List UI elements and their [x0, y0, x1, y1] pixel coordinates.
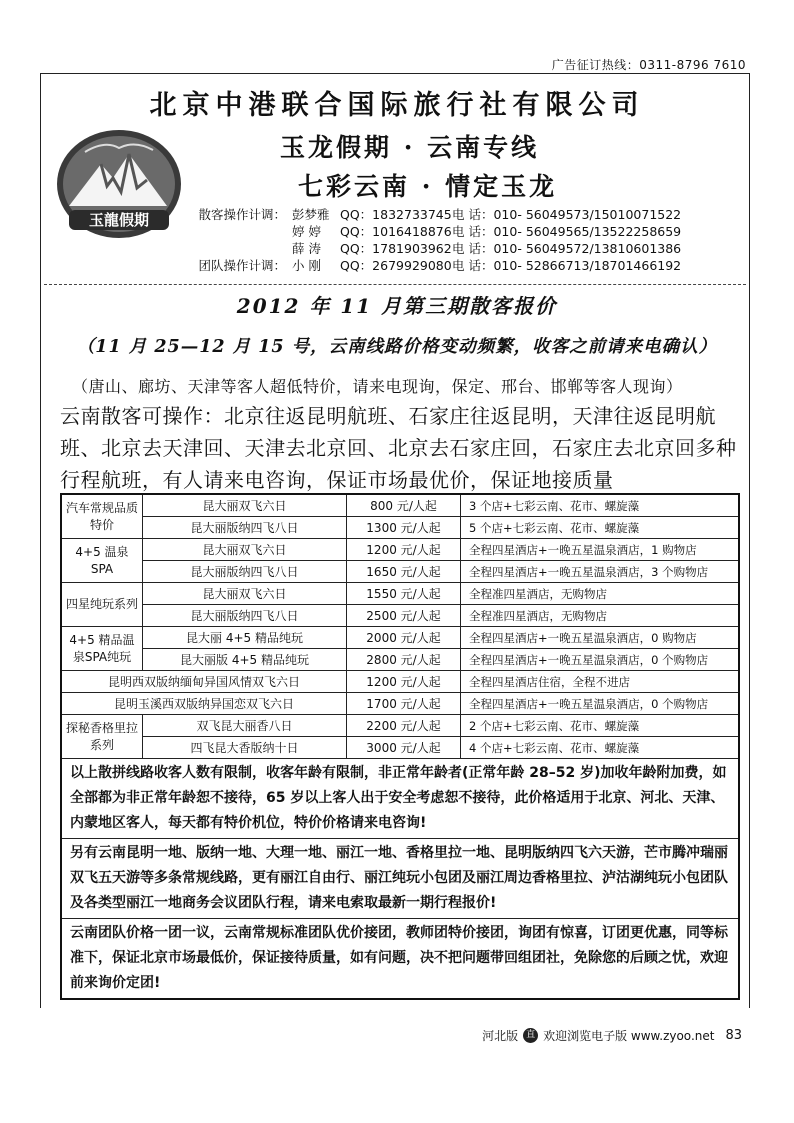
price-cell: 1200 元/人起 — [347, 671, 461, 693]
price-cell: 1200 元/人起 — [347, 539, 461, 561]
contact-name: 彭梦雅 — [292, 207, 330, 222]
table-row — [61, 671, 739, 693]
contact-tel: 电 话：010- 52866713/18701466192 — [452, 258, 682, 273]
price-cell: 800 元/人起 — [347, 494, 461, 517]
contact-qq: QQ：1016418876 — [340, 224, 452, 239]
contact-role: 团队操作计调： — [198, 258, 286, 273]
slogan-line-1: 玉龙假期 · 云南专线 — [280, 133, 540, 162]
contact-qq: QQ：2679929080 — [340, 258, 452, 273]
note-cell: 3 个店+七彩云南、花市、螺旋藻 — [461, 494, 740, 517]
price-cell: 1300 元/人起 — [347, 517, 461, 539]
page-number: 83 — [725, 1028, 742, 1043]
route-cell: 昆大丽双飞六日 — [143, 539, 347, 561]
group-pricing-paragraph: 云南团队价格一团一议，云南常规标准团队优价接团，教师团特价接团，询团有惊喜，订团更优惠，同等标准下，保证北京市场最低价，保证接待质量，如有问题，决不把问题带回组团社，免除您的后顾之忧，欢迎前来询价定团! — [61, 919, 739, 1000]
price-cell: 1650 元/人起 — [347, 561, 461, 583]
price-notice: （11 月 25—12 月 15 号，云南线路价格变动频繁，收客之前请来电确认） — [76, 337, 718, 357]
slogan-line-2: 七彩云南 · 情定玉龙 — [298, 172, 558, 201]
contact-name: 婷 婷 — [292, 224, 321, 239]
table-row — [61, 583, 739, 605]
price-cell: 1550 元/人起 — [347, 583, 461, 605]
contact-row — [188, 206, 681, 223]
route-cell: 昆大丽版纳四飞八日 — [143, 517, 347, 539]
route-cell: 昆明玉溪西双版纳异国恋双飞六日 — [61, 693, 347, 715]
note-cell: 全程四星酒店+一晚五星温泉酒店，0 购物店 — [461, 627, 740, 649]
contact-name: 小 刚 — [292, 258, 321, 273]
route-cell: 昆明西双版纳缅甸异国风情双飞六日 — [61, 671, 347, 693]
note-cell: 2 个店+七彩云南、花市、螺旋藻 — [461, 715, 740, 737]
contact-role — [188, 223, 286, 240]
edition-label: 河北版 — [482, 1029, 519, 1043]
contact-tel: 电 话：010- 56049573/15010071522 — [452, 207, 682, 222]
contact-list — [188, 206, 681, 274]
routes-paragraph: 另有云南昆明一地、版纳一地、大理一地、丽江一地、香格里拉一地、昆明版纳四飞六天游，芒市腾冲瑞丽双飞五天游等多条常规线路，更有丽江自由行、丽江纯玩小包团及丽江周边香格里拉、泸沽湖纯玩小包团队及各类型丽江一地商务会议团队行程，请来电索取最新一期行程报价! — [61, 839, 739, 919]
category-cell: 探秘香格里拉系列 — [61, 715, 143, 759]
table-row — [61, 737, 739, 759]
table-row — [61, 539, 739, 561]
table-row — [61, 649, 739, 671]
category-cell: 四星纯玩系列 — [61, 583, 143, 627]
table-row — [61, 605, 739, 627]
table-row — [61, 517, 739, 539]
route-cell: 双飞昆大丽香八日 — [143, 715, 347, 737]
local-customer-note: （唐山、廊坊、天津等客人超低特价，请来电现询，保定、邢台、邯郸等客人现询） — [72, 377, 683, 396]
price-cell: 2000 元/人起 — [347, 627, 461, 649]
route-cell: 四飞昆大香版纳十日 — [143, 737, 347, 759]
ad-hotline: 广告征订热线：0311-8796 7610 — [551, 58, 746, 72]
footer — [482, 1027, 742, 1044]
table-row — [61, 561, 739, 583]
contact-row — [188, 257, 681, 274]
dashed-divider — [44, 284, 746, 285]
edition-badge-icon: 直 — [523, 1028, 538, 1043]
category-cell: 汽车常规品质特价 — [61, 494, 143, 539]
route-cell: 昆大丽 4+5 精品纯玩 — [143, 627, 347, 649]
note-cell: 全程四星酒店+一晚五星温泉酒店，0 个购物店 — [461, 693, 740, 715]
contact-qq: QQ：1832733745 — [340, 207, 452, 222]
intro-paragraph: 云南散客可操作：北京往返昆明航班、石家庄往返昆明，天津往返昆明航班、北京去天津回、天津去北京回、北京去石家庄回，石家庄去北京回多种行程航班，有人请来电咨询，保证市场最优价，保证地接质量 — [60, 404, 737, 492]
price-cell: 2800 元/人起 — [347, 649, 461, 671]
route-cell: 昆大丽双飞六日 — [143, 494, 347, 517]
yulong-logo — [55, 128, 183, 240]
company-name: 北京中港联合国际旅行社有限公司 — [149, 90, 645, 121]
route-cell: 昆大丽版 4+5 精品纯玩 — [143, 649, 347, 671]
contact-row — [188, 240, 681, 257]
note-cell: 全程准四星酒店，无购物店 — [461, 605, 740, 627]
table-row — [61, 759, 739, 839]
route-cell: 昆大丽双飞六日 — [143, 583, 347, 605]
note-cell: 4 个店+七彩云南、花市、螺旋藻 — [461, 737, 740, 759]
table-row — [61, 494, 739, 517]
contact-tel: 电 话：010- 56049565/13522258659 — [452, 224, 682, 239]
note-cell: 全程四星酒店住宿，全程不进店 — [461, 671, 740, 693]
table-row — [61, 715, 739, 737]
contact-qq: QQ：1781903962 — [340, 241, 452, 256]
logo-text: 玉龍假期 — [88, 211, 150, 229]
route-cell: 昆大丽版纳四飞八日 — [143, 561, 347, 583]
contact-role: 散客操作计调： — [198, 207, 286, 222]
price-cell: 2500 元/人起 — [347, 605, 461, 627]
contact-row — [188, 223, 681, 240]
contact-tel: 电 话：010- 56049572/13810601386 — [452, 241, 682, 256]
note-cell: 全程四星酒店+一晚五星温泉酒店，0 个购物店 — [461, 649, 740, 671]
table-row — [61, 919, 739, 1000]
issue-title: 2012 年 11 月第三期散客报价 — [236, 294, 558, 318]
table-row — [61, 839, 739, 919]
contact-role — [188, 240, 286, 257]
category-cell: 4+5 温泉 SPA — [61, 539, 143, 583]
table-row — [61, 627, 739, 649]
price-cell: 2200 元/人起 — [347, 715, 461, 737]
terms-paragraph: 以上散拼线路收客人数有限制，收客年龄有限制，非正常年龄者(正常年龄 28–52 岁)加收年龄附加费，如全部都为非正常年龄恕不接待，65 岁以上客人出于安全考虑恕不接待，此价格适用于北京、河北、天津、内蒙地区客人，每天都有特价机位，特价价格请来电咨询! — [61, 759, 739, 839]
table-row — [61, 693, 739, 715]
category-cell: 4+5 精品温泉SPA纯玩 — [61, 627, 143, 671]
website-link[interactable]: 欢迎浏览电子版 www.zyoo.net — [543, 1029, 715, 1043]
price-table — [60, 493, 740, 1000]
note-cell: 5 个店+七彩云南、花市、螺旋藻 — [461, 517, 740, 539]
route-cell: 昆大丽版纳四飞八日 — [143, 605, 347, 627]
note-cell: 全程四星酒店+一晚五星温泉酒店，3 个购物店 — [461, 561, 740, 583]
contact-name: 薛 涛 — [292, 241, 321, 256]
note-cell: 全程准四星酒店，无购物店 — [461, 583, 740, 605]
price-cell: 3000 元/人起 — [347, 737, 461, 759]
price-cell: 1700 元/人起 — [347, 693, 461, 715]
note-cell: 全程四星酒店+一晚五星温泉酒店，1 购物店 — [461, 539, 740, 561]
